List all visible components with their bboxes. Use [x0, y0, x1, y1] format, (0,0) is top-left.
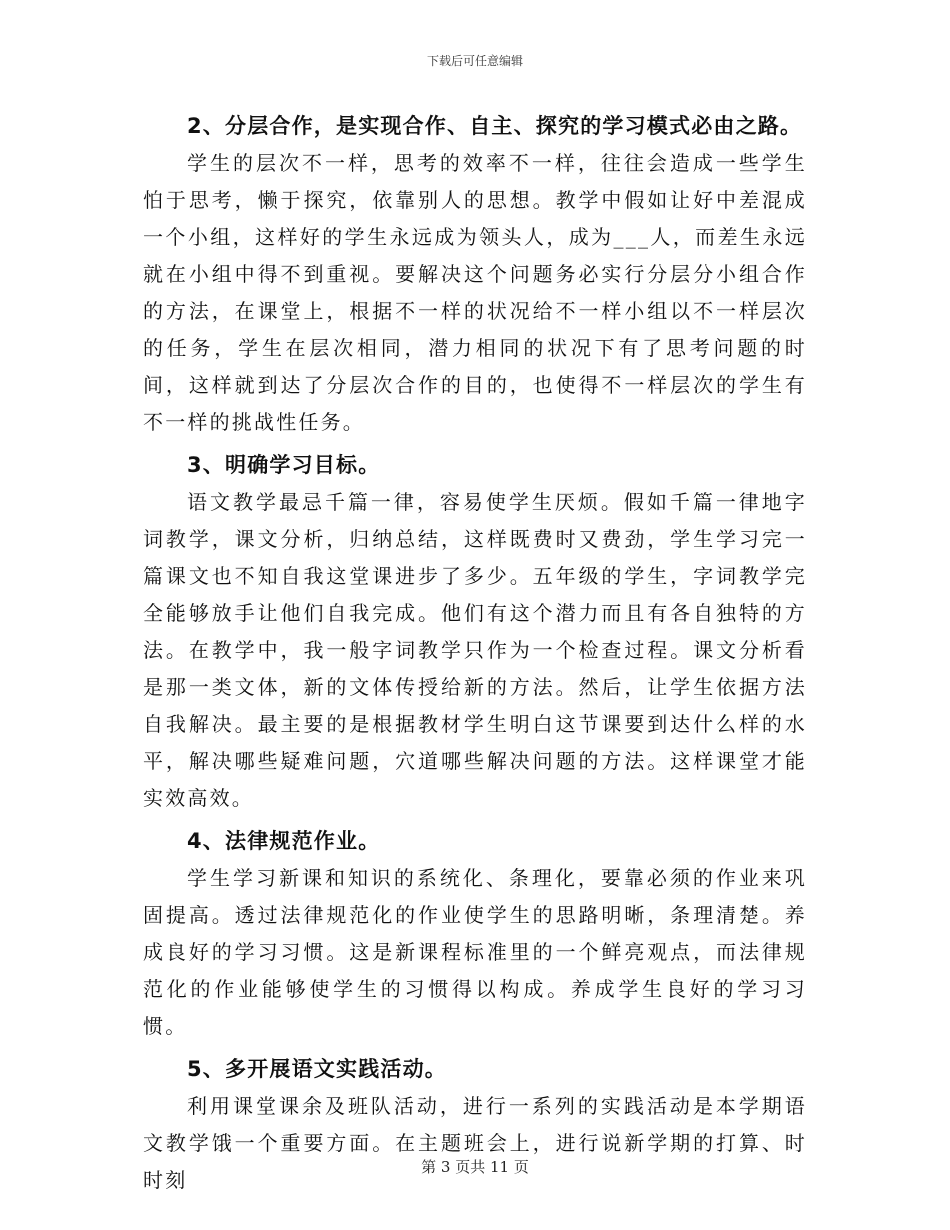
section-heading: 2、分层合作，是实现合作、自主、探究的学习模式必由之路。 — [187, 114, 803, 138]
section-paragraph: 利用课堂课余及班队活动，进行一系列的实践活动是本学期语文教学饿一个重要方面。在主题班会上，进行说新学期的打算、时时刻 — [143, 1094, 807, 1192]
section-paragraph: 学生的层次不一样，思考的效率不一样，往往会造成一些学生怕于思考，懒于探究，依靠别人的思想。教学中假如让好中差混成一个小组，这样好的学生永远成为领头人，成为___人，而差生永远就在小组中得不到重视。要解决这个问题务必实行分层分小组合作的方法，在课堂上，根据不一样的状况给不一样小组以不一样层次的任务，学生在层次相同，潜力相同的状况下有了思考问题的时间，这样就到达了分层次合作的目的，也使得不一样层次的学生有不一样的挑战性任务。 — [143, 151, 807, 434]
section-paragraph: 学生学习新课和知识的系统化、条理化，要靠必须的作业来巩固提高。透过法律规范化的作业使学生的思路明晰，条理清楚。养成良好的学习习惯。这是新课程标准里的一个鲜亮观点，而法律规范化的作业能够使学生的习惯得以构成。养成学生良好的学习习惯。 — [143, 866, 807, 1038]
section-heading: 5、多开展语文实践活动。 — [187, 1057, 448, 1081]
section-heading: 4、法律规范作业。 — [187, 829, 381, 853]
section-heading: 3、明确学习目标。 — [187, 453, 381, 477]
document-body — [143, 108, 807, 1205]
page-number: 第 3 页共 11 页 — [421, 1158, 529, 1176]
page-header: 下载后可任意编辑 — [426, 54, 523, 68]
section-paragraph: 语文教学最忌千篇一律，容易使学生厌烦。假如千篇一律地字词教学，课文分析，归纳总结，这样既费时又费劲，学生学习完一篇课文也不知自我这堂课进步了多少。五年级的学生，字词教学完全能够放手让他们自我完成。他们有这个潜力而且有各自独特的方法。在教学中，我一般字词教学只作为一个检查过程。课文分析看是那一类文体，新的文体传授给新的方法。然后，让学生依据方法自我解决。最主要的是根据教材学生明白这节课要到达什么样的水平，解决哪些疑难问题，穴道哪些解决问题的方法。这样课堂才能实效高效。 — [143, 490, 807, 810]
